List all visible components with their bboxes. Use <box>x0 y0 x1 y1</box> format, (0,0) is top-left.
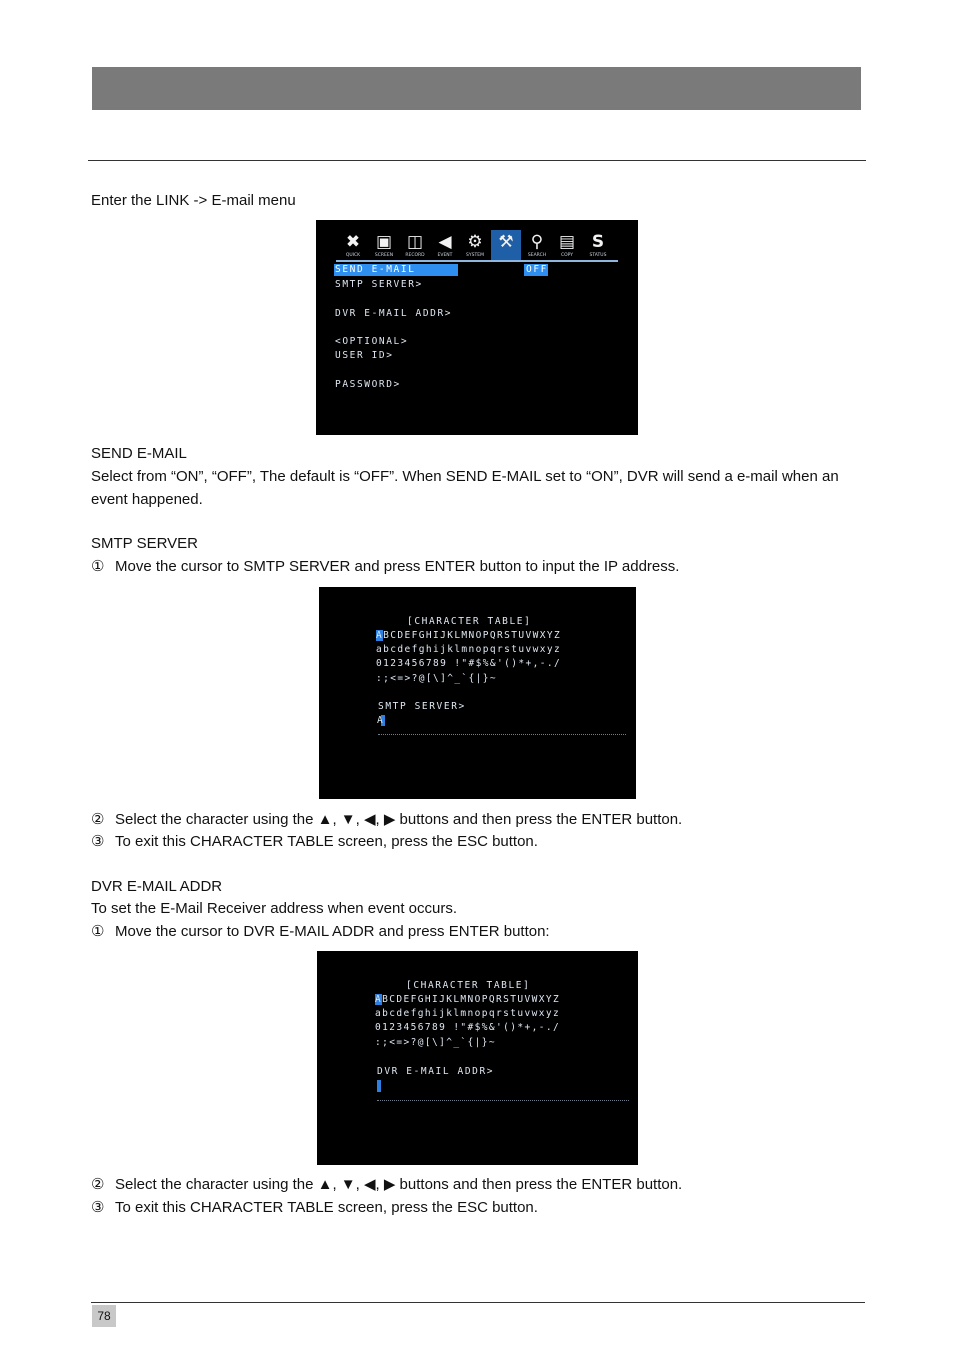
password-label[interactable]: PASSWORD> <box>335 379 401 390</box>
status-icon[interactable]: S STATUS <box>589 232 607 258</box>
page-number: 78 <box>92 1305 116 1327</box>
header-rule <box>88 160 866 161</box>
smtp-step-3: ③ To exit this CHARACTER TABLE screen, press the ESC button. <box>91 833 538 850</box>
email-menu-screen <box>316 220 638 435</box>
quick-icon[interactable]: ✖ QUICK <box>345 232 361 258</box>
send-email-value[interactable]: OFF <box>526 264 548 275</box>
screen-icon[interactable]: ▣ SCREEN <box>374 232 394 258</box>
smtp-server-heading: SMTP SERVER <box>91 535 198 552</box>
dvr-step-3: ③ To exit this CHARACTER TABLE screen, press the ESC button. <box>91 1199 538 1216</box>
character-table-title: [CHARACTER TABLE] <box>406 980 531 991</box>
dvr-character-table-screen <box>317 951 638 1165</box>
character-table-title: [CHARACTER TABLE] <box>407 616 532 627</box>
character-row-digits[interactable]: 0123456789 !"#$%&'()*+,-./ <box>375 1022 561 1033</box>
smtp-field-label: SMTP SERVER> <box>378 701 466 712</box>
dvr-email-addr-body: To set the E-Mail Receiver address when event occurs. <box>91 900 457 917</box>
dvr-field-label: DVR E-MAIL ADDR> <box>377 1066 495 1077</box>
event-icon[interactable]: ◀ EVENT <box>437 232 453 258</box>
character-row-upper[interactable]: ABCDEFGHIJKLMNOPQRSTUVWXYZ <box>375 994 561 1005</box>
header-bar <box>92 67 861 110</box>
character-row-symbols[interactable]: :;<=>?@[\]^_`{|}~ <box>376 673 498 684</box>
smtp-server-label[interactable]: SMTP SERVER> <box>335 279 423 290</box>
smtp-step-1: ① Move the cursor to SMTP SERVER and press ENTER button to input the IP address. <box>91 558 680 575</box>
copy-icon[interactable]: ▤ COPY <box>558 232 576 258</box>
input-underline <box>377 1100 629 1101</box>
footer-rule <box>91 1302 865 1303</box>
character-row-upper[interactable]: ABCDEFGHIJKLMNOPQRSTUVWXYZ <box>376 630 562 641</box>
link-icon[interactable]: ⚒ <box>491 230 521 260</box>
user-id-label[interactable]: USER ID> <box>335 350 394 361</box>
dvr-email-addr-heading: DVR E-MAIL ADDR <box>91 878 223 895</box>
menu-icon-bar <box>336 230 618 262</box>
input-cursor <box>377 1080 381 1092</box>
dvr-step-1: ① Move the cursor to DVR E-MAIL ADDR and press ENTER button: <box>91 923 550 940</box>
smtp-step-2: ② Select the character using the ▲, ▼, ◀, ▶ buttons and then press the ENTER button. <box>91 811 683 828</box>
character-row-symbols[interactable]: :;<=>?@[\]^_`{|}~ <box>375 1037 497 1048</box>
record-icon[interactable]: ◫ RECORD <box>405 232 425 258</box>
send-email-body: Select from “ON”, “OFF”, The default is “OFF”. When SEND E-MAIL set to “ON”, DVR will send a e-mail when an event happened. <box>91 468 839 508</box>
intro-text: Enter the LINK -> E-mail menu <box>91 192 296 209</box>
smtp-field-value[interactable]: A <box>377 715 385 726</box>
send-email-label[interactable]: SEND E-MAIL <box>335 264 416 275</box>
dvr-step-2: ② Select the character using the ▲, ▼, ◀, ▶ buttons and then press the ENTER button. <box>91 1176 683 1193</box>
character-row-lower[interactable]: abcdefghijklmnopqrstuvwxyz <box>376 644 562 655</box>
system-icon[interactable]: ⚙ SYSTEM <box>466 232 484 258</box>
smtp-character-table-screen <box>319 587 636 799</box>
optional-label: <OPTIONAL> <box>335 336 409 347</box>
dvr-email-addr-label[interactable]: DVR E-MAIL ADDR> <box>335 308 453 319</box>
character-row-digits[interactable]: 0123456789 !"#$%&'()*+,-./ <box>376 658 562 669</box>
input-underline <box>378 734 626 735</box>
character-row-lower[interactable]: abcdefghijklmnopqrstuvwxyz <box>375 1008 561 1019</box>
send-email-heading: SEND E-MAIL <box>91 445 187 462</box>
search-icon[interactable]: ⚲ SEARCH <box>527 232 547 258</box>
